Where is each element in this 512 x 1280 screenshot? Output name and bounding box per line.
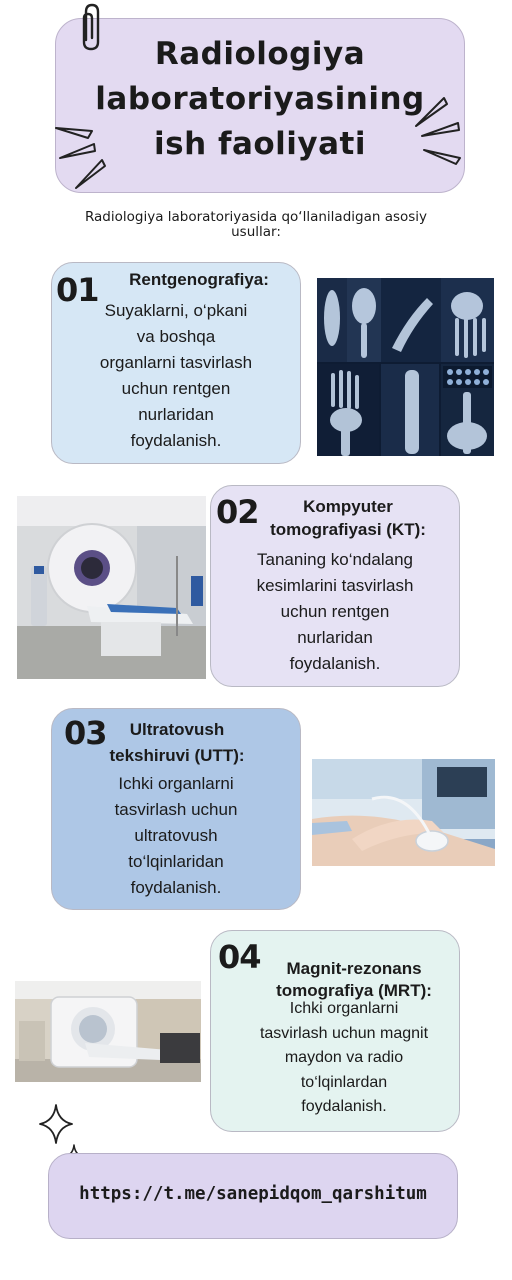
ct-scanner-image bbox=[17, 496, 206, 679]
subtitle-line-2: usullar: bbox=[231, 224, 281, 240]
title-line-3: ish faoliyati bbox=[154, 126, 366, 162]
paperclip-icon bbox=[76, 2, 106, 52]
subtitle-line-1: Radiologiya laboratoriyasida qo‘llaniladigan asosiy bbox=[84, 209, 428, 225]
emphasis-lines-icon bbox=[48, 118, 108, 198]
ultrasound-image bbox=[312, 759, 495, 866]
xray-collage-image bbox=[317, 278, 494, 456]
method-description: Ichki organlarni tasvirlash uchun magnit maydon va radio to‘lqinlardan foydalanish. bbox=[259, 1000, 429, 1115]
emphasis-lines-icon bbox=[410, 92, 472, 172]
subtitle bbox=[30, 210, 482, 240]
method-description: Tananing ko‘ndalang kesimlarini tasvirlash uchun rentgen nurlaridan foydalanish. bbox=[256, 550, 414, 673]
sparkle-icon bbox=[38, 1103, 74, 1145]
title-line-2: laboratoriyasining bbox=[95, 81, 425, 117]
method-number: 02 bbox=[216, 493, 259, 531]
page-title bbox=[55, 32, 465, 167]
telegram-link[interactable]: https://t.me/sanepidqom_qarshitum bbox=[79, 1184, 427, 1204]
method-heading: Magnit-rezonans tomografiya (MRT): bbox=[276, 959, 432, 1000]
title-line-1: Radiologiya bbox=[154, 36, 366, 72]
mri-scanner-image bbox=[15, 981, 201, 1082]
method-heading: Kompyuter tomografiyasi (KT): bbox=[270, 497, 426, 539]
method-number: 04 bbox=[218, 938, 261, 976]
method-number: 01 bbox=[56, 271, 99, 309]
method-description: Ichki organlarni tasvirlash uchun ultratovush to‘lqinlaridan foydalanish. bbox=[114, 774, 238, 897]
method-heading: Ultratovush tekshiruvi (UTT): bbox=[109, 720, 245, 765]
method-number: 03 bbox=[64, 714, 107, 752]
method-heading: Rentgenografiya: bbox=[129, 270, 269, 289]
method-description: Suyaklarni, o‘pkani va boshqa organlarni tasvirlash uchun rentgen nurlaridan foydalanish. bbox=[99, 301, 253, 450]
